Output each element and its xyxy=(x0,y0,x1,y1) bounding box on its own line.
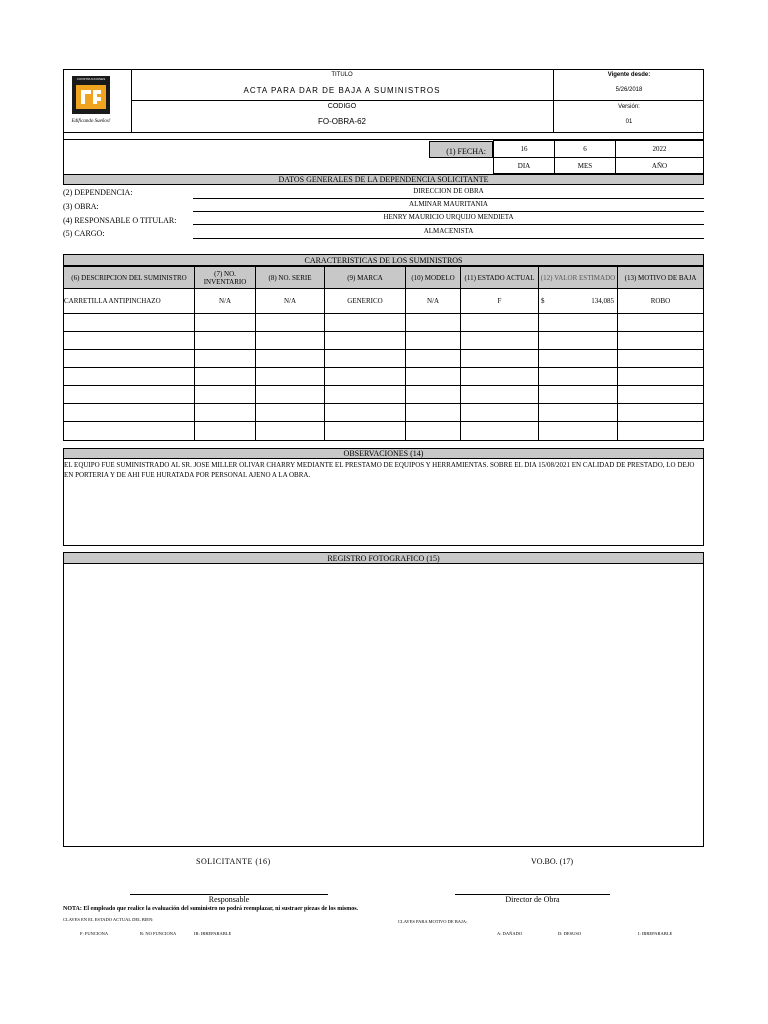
header-hline xyxy=(131,100,704,101)
fecha-label: (1) FECHA: xyxy=(429,141,493,158)
responsable-value: HENRY MAURICIO URQUIJO MENDIETA xyxy=(383,213,514,221)
version-label: Versión: xyxy=(618,104,640,110)
solicitante-label: SOLICITANTE (16) xyxy=(196,857,271,866)
cargo-line xyxy=(193,238,704,239)
col-valor: (12) VALOR ESTIMADO xyxy=(539,267,618,289)
claves-motivo-title: CLAVES PARA MOTIVO DE BAJA: xyxy=(398,919,468,924)
col-modelo: (10) MODELO xyxy=(406,267,461,289)
company-logo xyxy=(72,76,110,114)
table-row xyxy=(64,314,704,332)
dependencia-value: DIRECCION DE OBRA xyxy=(413,187,484,195)
fecha-dia-label: DIA xyxy=(494,158,555,174)
codigo-label: CODIGO xyxy=(327,103,357,110)
fecha-anio-label: AÑO xyxy=(616,158,704,174)
registro-title: REGISTRO FOTOGRAFICO (15) xyxy=(63,552,704,564)
observaciones-title: OBSERVACIONES (14) xyxy=(63,448,704,459)
table-row xyxy=(64,386,704,404)
vigente-date: 5/26/2018 xyxy=(615,87,643,93)
cargo-label: (5) CARGO: xyxy=(63,229,105,238)
fecha-mes-label: MES xyxy=(555,158,616,174)
estado-key-r: R: NO FUNCIONA xyxy=(140,931,177,936)
table-row xyxy=(64,289,704,314)
cell-descripcion: CARRETILLA ANTIPINCHAZO xyxy=(64,289,195,314)
suministros-section-title: CARACTERISTICAS DE LOS SUMINISTROS xyxy=(63,254,704,266)
col-motivo: (13) MOTIVO DE BAJA xyxy=(618,267,704,289)
suministros-table xyxy=(63,266,704,441)
fecha-dia: 16 xyxy=(494,141,555,158)
motivo-key-a: A: DAÑADO xyxy=(497,931,523,936)
cell-estado: F xyxy=(461,289,539,314)
registro-photo-area xyxy=(63,563,704,847)
document-title: ACTA PARA DAR DE BAJA A SUMINISTROS xyxy=(243,86,441,95)
fecha-mes: 6 xyxy=(555,141,616,158)
cell-valor xyxy=(539,289,618,314)
claves-estado-title: CLAVES EN EL ESTADO ACTUAL DEL BIEN: xyxy=(63,917,154,922)
logo-tagline: Edificando Sueños! xyxy=(71,119,111,124)
obra-value: ALMINAR MAURITANIA xyxy=(409,200,488,208)
cargo-value: ALMACENISTA xyxy=(423,227,474,235)
dependencia-line xyxy=(193,198,704,199)
vobo-label: VO.BO. (17) xyxy=(531,857,573,866)
table-row xyxy=(64,404,704,422)
estado-key-f: F: FUNCIONA xyxy=(80,931,109,936)
vigente-label: Vigente desde: xyxy=(607,72,651,78)
motivo-key-d: D: DESUSO xyxy=(558,931,582,936)
valor-amount: 134,085 xyxy=(591,297,614,305)
estado-key-ir: IR: IRREPARABLE xyxy=(194,931,232,936)
titulo-label: TITULO xyxy=(331,72,353,78)
table-row xyxy=(64,422,704,441)
logo-mark xyxy=(72,76,110,114)
responsable-caption: Responsable xyxy=(208,895,250,904)
table-row xyxy=(64,368,704,386)
datos-section-title: DATOS GENERALES DE LA DEPENDENCIA SOLICITANTE xyxy=(63,174,704,185)
cell-serie: N/A xyxy=(256,289,325,314)
responsable-label: (4) RESPONSABLE O TITULAR: xyxy=(63,216,177,225)
cell-motivo: ROBO xyxy=(618,289,704,314)
cell-inventario: N/A xyxy=(195,289,256,314)
table-row xyxy=(64,350,704,368)
observaciones-text: EL EQUIPO FUE SUMINISTRADO AL SR. JOSE MILLER OLIVAR CHARRY MEDIANTE EL PRESTAMO DE EQUIPOS Y HERRAMIENTAS. SOBRE EL DIA 15/08/2021 EN CALIDAD DE PRESTADO, LO DEJO EN PORTERIA Y DE AHI FUE HURATADA POR PERSONAL AJENO A LA OBRA. xyxy=(64,461,695,479)
obra-label: (3) OBRA: xyxy=(63,202,99,211)
col-serie: (8) NO. SERIE xyxy=(256,267,325,289)
director-caption: Director de Obra xyxy=(505,895,560,904)
nota-text: NOTA: El empleado que realice la evaluación del suministro no podrá reemplazar, ni sustraer piezas de los mismos. xyxy=(63,906,359,912)
col-marca: (9) MARCA xyxy=(325,267,406,289)
codigo-value: FO-OBRA-62 xyxy=(317,117,366,126)
dependencia-label: (2) DEPENDENCIA: xyxy=(63,188,133,197)
motivo-key-i: I: IRREPARABLE xyxy=(638,931,673,936)
col-descripcion: (6) DESCRIPCION DEL SUMINISTRO xyxy=(64,267,195,289)
fecha-anio: 2022 xyxy=(616,141,704,158)
obra-line xyxy=(193,211,704,212)
cell-marca: GENERICO xyxy=(325,289,406,314)
table-row xyxy=(64,332,704,350)
responsable-line xyxy=(193,224,704,225)
currency-symbol: $ xyxy=(541,297,545,305)
fecha-table xyxy=(493,140,704,174)
logo-top-text: CONSTRUCCIONES xyxy=(76,77,106,81)
col-inventario: (7) NO. INVENTARIO xyxy=(195,267,256,289)
cell-modelo: N/A xyxy=(406,289,461,314)
col-estado: (11) ESTADO ACTUAL xyxy=(461,267,539,289)
version-value: 01 xyxy=(625,119,633,125)
